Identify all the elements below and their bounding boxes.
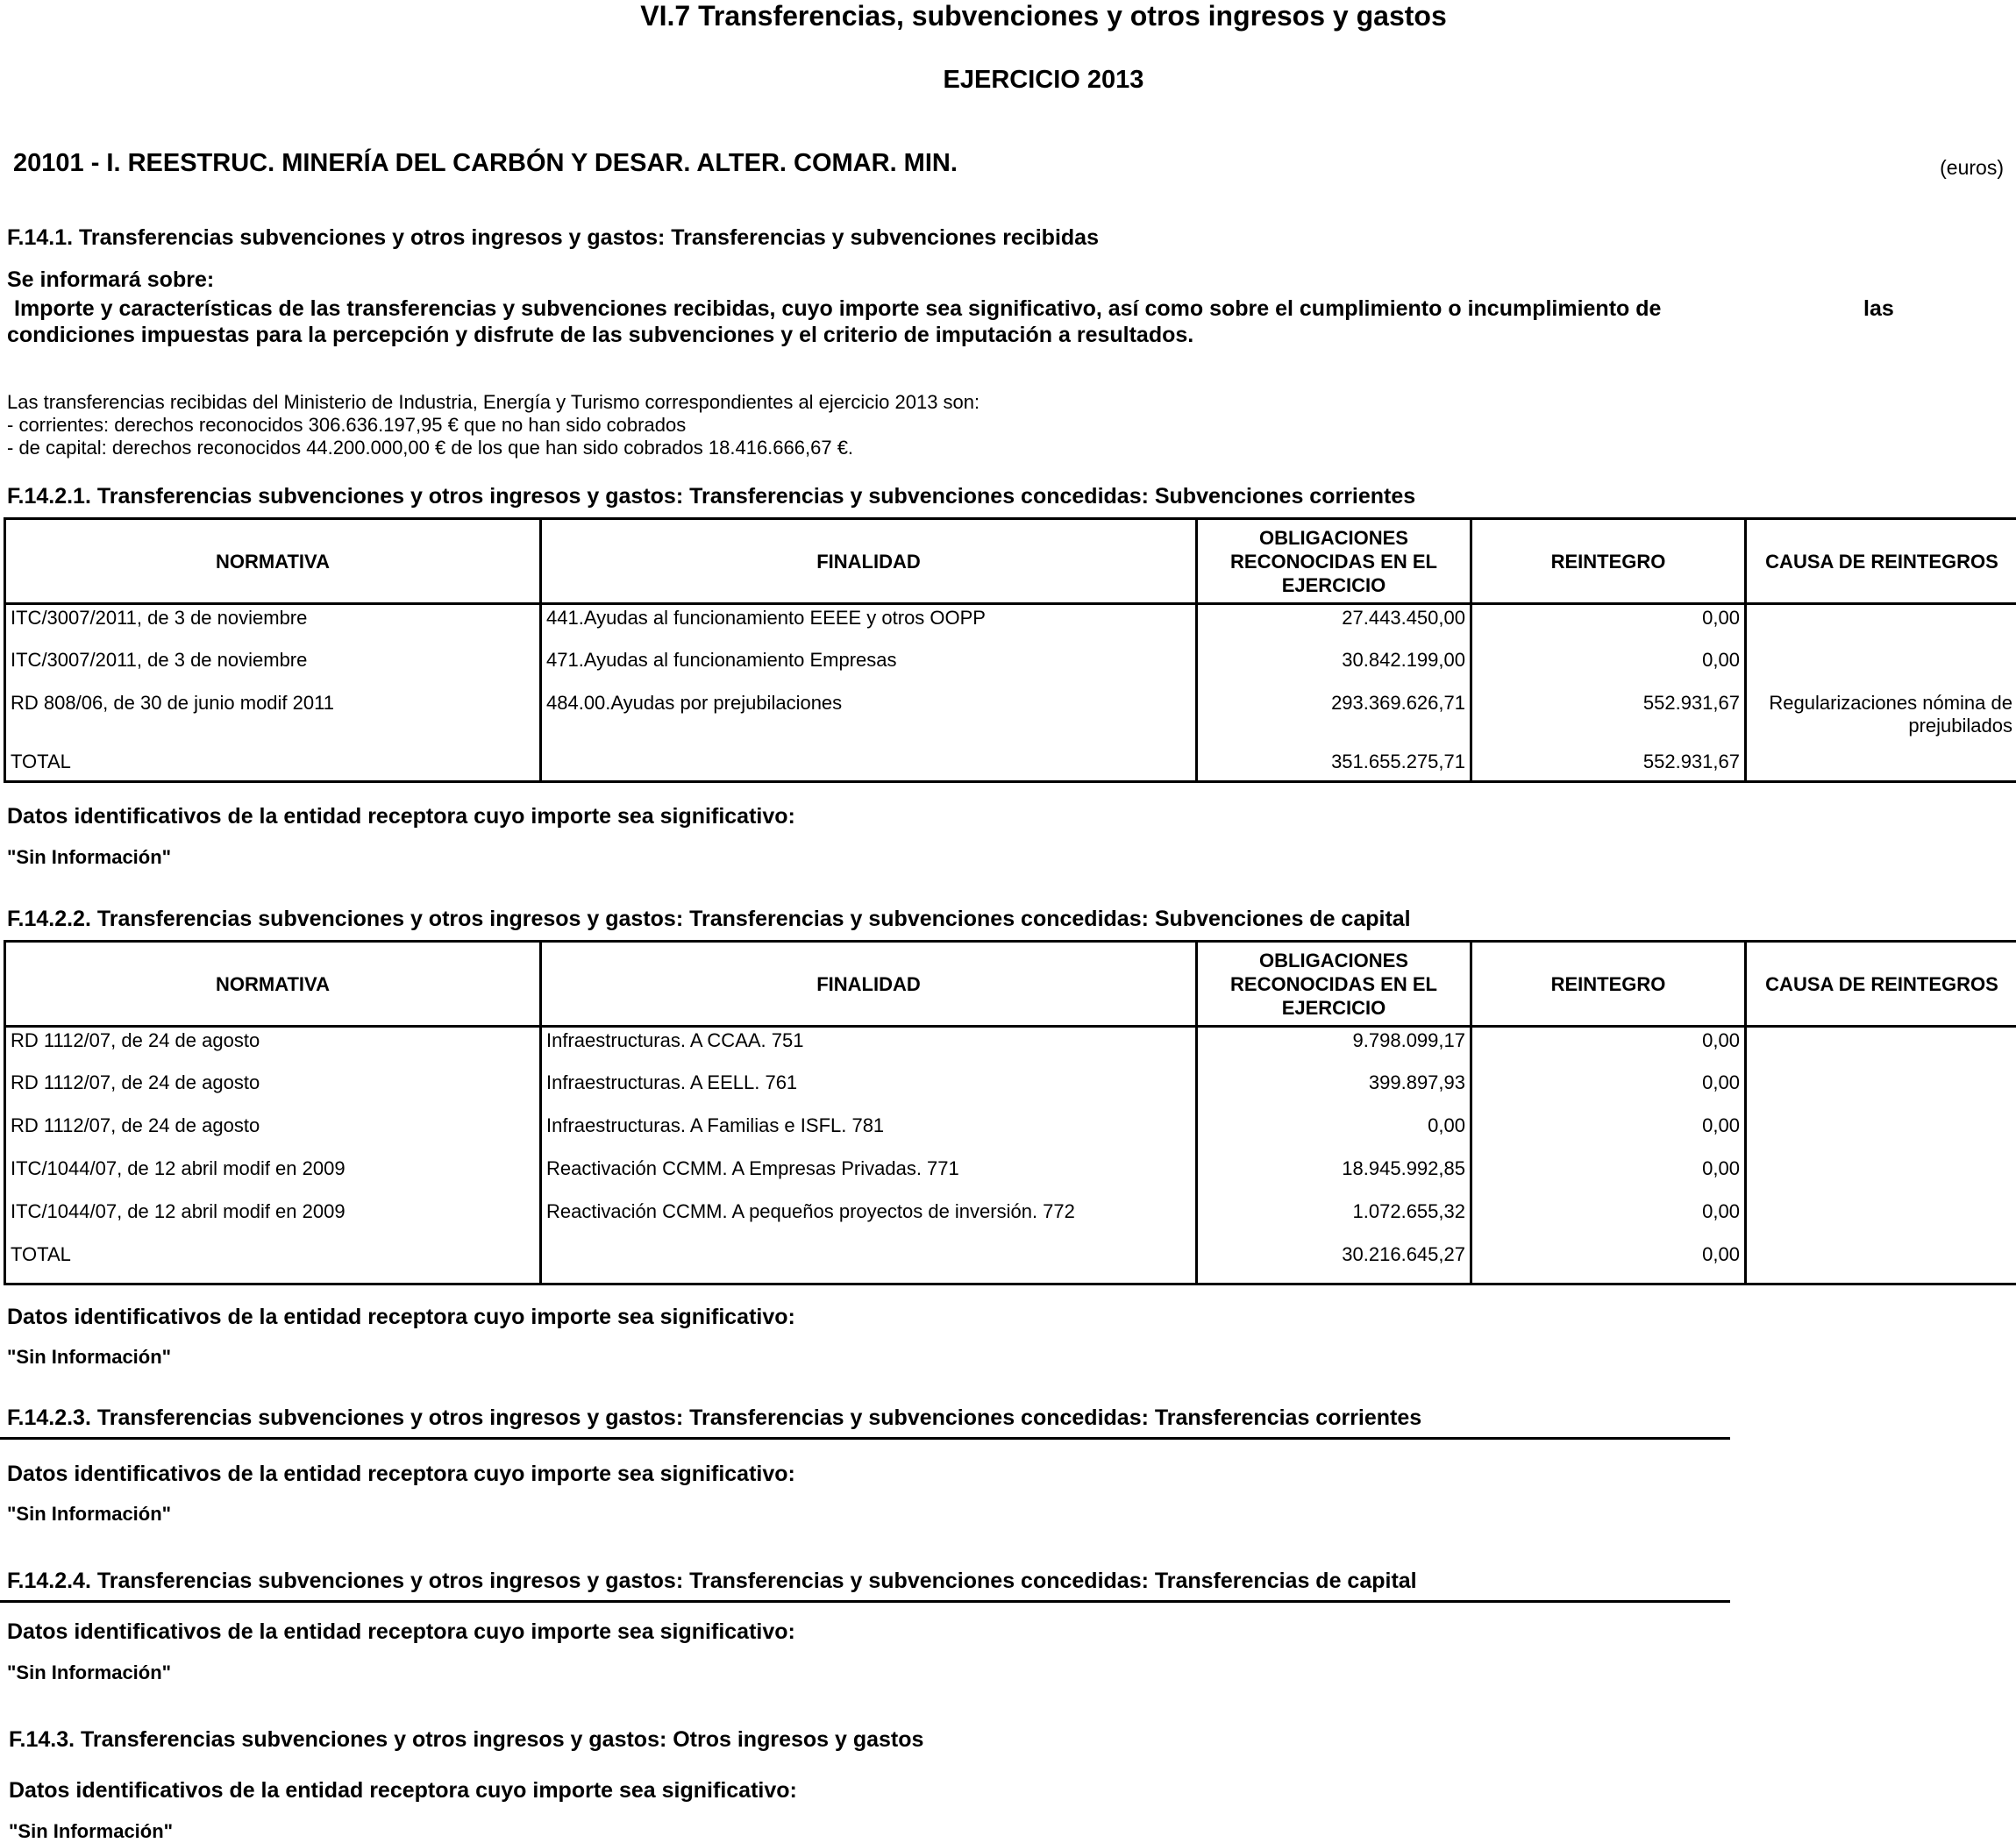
cell-causa [1746,749,2016,782]
sin-informacion-text: "Sin Información" [9,1820,173,1843]
datos-receptora-label: Datos identificativos de la entidad receptora cuyo importe sea significativo: [9,1778,797,1804]
cell-finalidad: Reactivación CCMM. A pequeños proyectos de inversión. 772 [541,1199,1197,1242]
description-line-2: condiciones impuestas para la percepción y disfrute de las subvenciones y el criterio de imputación a resultados. [7,323,1193,348]
cell-finalidad [541,749,1197,782]
cell-finalidad: Infraestructuras. A CCAA. 751 [541,1027,1197,1070]
datos-receptora-label: Datos identificativos de la entidad receptora cuyo importe sea significativo: [7,1619,795,1645]
cell-causa [1746,647,2016,690]
cell-normativa: TOTAL [5,1242,541,1284]
section-divider [0,1437,1730,1440]
cell-normativa: ITC/1044/07, de 12 abril modif en 2009 [5,1156,541,1199]
cell-normativa: RD 1112/07, de 24 de agosto [5,1027,541,1070]
cell-finalidad: Infraestructuras. A Familias e ISFL. 781 [541,1113,1197,1156]
cell-normativa: ITC/3007/2011, de 3 de noviembre [5,647,541,690]
cell-reintegro: 552.931,67 [1471,690,1746,749]
cell-causa [1746,1027,2016,1070]
cell-normativa: RD 808/06, de 30 de junio modif 2011 [5,690,541,749]
description-line-1: Importe y características de las transferencias y subvenciones recibidas, cuyo importe sea significativo, así como sobre el cumplimiento o incumplimiento de [14,296,1661,322]
cell-obligaciones: 18.945.992,85 [1197,1156,1471,1199]
cell-causa: Regularizaciones nómina de prejubilados [1746,690,2016,749]
description-line-1-end: las [1863,296,1894,322]
col-header-finalidad: FINALIDAD [541,942,1197,1027]
table-row [5,1156,2016,1199]
cell-obligaciones: 9.798.099,17 [1197,1027,1471,1070]
col-header-normativa: NORMATIVA [5,519,541,604]
table-row [5,604,2016,647]
cell-finalidad: 441.Ayudas al funcionamiento EEEE y otros OOPP [541,604,1197,647]
cell-causa [1746,1242,2016,1284]
fiscal-year: EJERCICIO 2013 [0,66,2016,95]
cell-normativa: RD 1112/07, de 24 de agosto [5,1070,541,1113]
table-total-row [5,749,2016,782]
sin-informacion-text: "Sin Información" [7,1662,171,1684]
section-heading-f1411: F.14.1. Transferencias subvenciones y otros ingresos y gastos: Transferencias y subvenciones recibidas [7,225,1099,251]
cell-reintegro: 0,00 [1471,647,1746,690]
cell-reintegro: 552.931,67 [1471,749,1746,782]
cell-causa [1746,604,2016,647]
sin-informacion-text: "Sin Información" [7,1503,171,1526]
cell-reintegro: 0,00 [1471,1113,1746,1156]
transfer-paragraph-intro: Las transferencias recibidas del Ministerio de Industria, Energía y Turismo correspondientes al ejercicio 2013 son: [7,391,980,414]
cell-finalidad [541,1242,1197,1284]
cell-finalidad: 484.00.Ayudas por prejubilaciones [541,690,1197,749]
col-header-finalidad: FINALIDAD [541,519,1197,604]
col-header-normativa: NORMATIVA [5,942,541,1027]
col-header-causa: CAUSA DE REINTEGROS [1746,942,2016,1027]
cell-finalidad: Reactivación CCMM. A Empresas Privadas. 771 [541,1156,1197,1199]
cell-normativa: RD 1112/07, de 24 de agosto [5,1113,541,1156]
page-title: VI.7 Transferencias, subvenciones y otros ingresos y gastos [0,0,2016,32]
cell-reintegro: 0,00 [1471,1070,1746,1113]
table-row [5,690,2016,749]
datos-receptora-label: Datos identificativos de la entidad receptora cuyo importe sea significativo: [7,804,795,829]
sin-informacion-text: "Sin Información" [7,846,171,869]
entity-name: 20101 - I. REESTRUC. MINERÍA DEL CARBÓN Y DESAR. ALTER. COMAR. MIN. [13,149,958,178]
cell-causa [1746,1113,2016,1156]
currency-units: (euros) [1940,156,2004,180]
datos-receptora-label: Datos identificativos de la entidad receptora cuyo importe sea significativo: [7,1462,795,1487]
cell-causa [1746,1199,2016,1242]
col-header-obligaciones: OBLIGACIONES RECONOCIDAS EN EL EJERCICIO [1197,519,1471,604]
table-total-row [5,1242,2016,1284]
cell-obligaciones: 0,00 [1197,1113,1471,1156]
datos-receptora-label: Datos identificativos de la entidad receptora cuyo importe sea significativo: [7,1305,795,1330]
table-row [5,1113,2016,1156]
cell-reintegro: 0,00 [1471,604,1746,647]
cell-obligaciones: 293.369.626,71 [1197,690,1471,749]
informara-label: Se informará sobre: [7,267,214,293]
cell-obligaciones: 399.897,93 [1197,1070,1471,1113]
cell-obligaciones: 351.655.275,71 [1197,749,1471,782]
table-row [5,1199,2016,1242]
table-subvenciones-capital [4,940,2016,1285]
cell-reintegro: 0,00 [1471,1156,1746,1199]
cell-reintegro: 0,00 [1471,1027,1746,1070]
transfer-paragraph-corrientes: - corrientes: derechos reconocidos 306.636.197,95 € que no han sido cobrados [7,414,686,437]
col-header-reintegro: REINTEGRO [1471,942,1746,1027]
table-row [5,647,2016,690]
cell-normativa: ITC/3007/2011, de 3 de noviembre [5,604,541,647]
cell-obligaciones: 1.072.655,32 [1197,1199,1471,1242]
table-subvenciones-corrientes [4,517,2016,783]
cell-normativa: ITC/1044/07, de 12 abril modif en 2009 [5,1199,541,1242]
section-heading-f14224: F.14.2.4. Transferencias subvenciones y otros ingresos y gastos: Transferencias y subvenciones concedidas: Transferencias de capital [7,1569,1417,1594]
cell-reintegro: 0,00 [1471,1242,1746,1284]
cell-causa [1746,1156,2016,1199]
section-divider [0,1600,1730,1603]
cell-reintegro: 0,00 [1471,1199,1746,1242]
cell-obligaciones: 27.443.450,00 [1197,604,1471,647]
section-heading-f1431: F.14.3. Transferencias subvenciones y otros ingresos y gastos: Otros ingresos y gastos [9,1727,923,1753]
cell-causa [1746,1070,2016,1113]
cell-finalidad: Infraestructuras. A EELL. 761 [541,1070,1197,1113]
cell-obligaciones: 30.216.645,27 [1197,1242,1471,1284]
col-header-reintegro: REINTEGRO [1471,519,1746,604]
transfer-paragraph-capital: - de capital: derechos reconocidos 44.200.000,00 € de los que han sido cobrados 18.416.666,67 €. [7,437,853,459]
col-header-causa: CAUSA DE REINTEGROS [1746,519,2016,604]
cell-finalidad: 471.Ayudas al funcionamiento Empresas [541,647,1197,690]
cell-obligaciones: 30.842.199,00 [1197,647,1471,690]
cell-normativa: TOTAL [5,749,541,782]
col-header-obligaciones: OBLIGACIONES RECONOCIDAS EN EL EJERCICIO [1197,942,1471,1027]
section-heading-f14221: F.14.2.1. Transferencias subvenciones y otros ingresos y gastos: Transferencias y subvenciones concedidas: Subvenciones corrientes [7,484,1415,509]
section-heading-f14223: F.14.2.3. Transferencias subvenciones y otros ingresos y gastos: Transferencias y subvenciones concedidas: Transferencias corrientes [7,1405,1421,1431]
table-row [5,1070,2016,1113]
section-heading-f14222: F.14.2.2. Transferencias subvenciones y otros ingresos y gastos: Transferencias y subvenciones concedidas: Subvenciones de capital [7,907,1411,932]
table-row [5,1027,2016,1070]
sin-informacion-text: "Sin Información" [7,1346,171,1369]
